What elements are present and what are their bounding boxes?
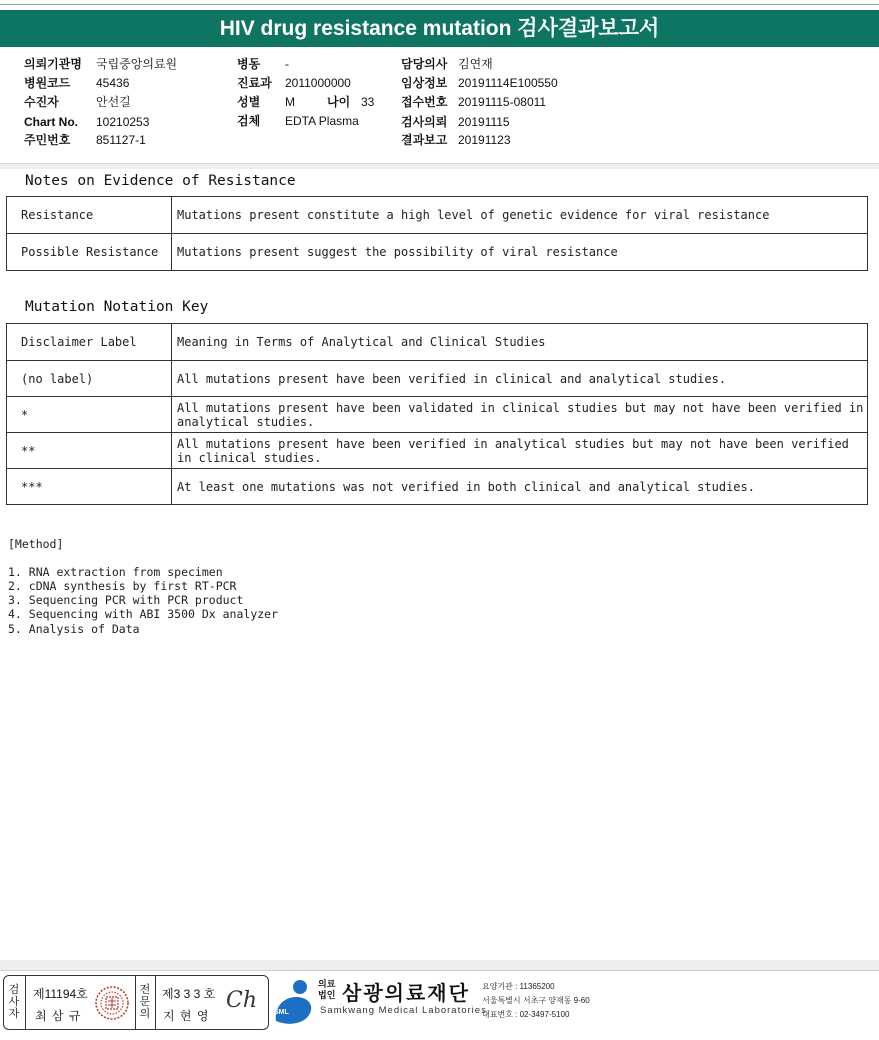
info-label: 검체	[237, 114, 261, 128]
top-rule	[0, 4, 879, 5]
examiner-label-char: 검	[8, 984, 20, 996]
notation-label: (no label)	[7, 361, 172, 397]
divider	[135, 976, 136, 1029]
info-resident-no	[24, 133, 146, 147]
specialist-label-char: 의	[139, 1008, 151, 1020]
info-value: 20191114E100550	[458, 76, 558, 90]
examiner-name: 최 삼 규	[35, 1009, 82, 1023]
evidence-text: Mutations present suggest the possibility of viral resistance	[172, 234, 868, 271]
info-sex	[237, 95, 374, 109]
info-value: 20191115	[458, 115, 510, 129]
info-label: 결과보고	[401, 133, 448, 147]
table-row	[7, 324, 868, 361]
examiner-label-char: 자	[8, 1008, 20, 1020]
notation-text: All mutations present have been verified in analytical studies but may not have been verified in clinical studies.	[172, 433, 868, 469]
info-report-date	[401, 133, 511, 147]
info-label: 수진자	[24, 95, 59, 109]
info-value: 851127-1	[96, 133, 146, 147]
signature-box	[3, 975, 269, 1030]
logo-text: SML	[274, 1009, 289, 1016]
info-patient-name	[24, 95, 131, 109]
info-value: M	[285, 95, 295, 109]
specialist-label	[138, 984, 152, 1020]
table-row	[7, 433, 868, 469]
specialist-license: 제3 3 3 호	[162, 987, 216, 1001]
report-title: HIV drug resistance mutation 검사결과보고서	[0, 10, 879, 47]
divider-band	[0, 164, 879, 169]
signature-mark: Ch	[226, 988, 258, 1013]
notation-text: Meaning in Terms of Analytical and Clinical Studies	[172, 324, 868, 361]
info-value: 김연재	[458, 57, 493, 71]
table-row	[7, 197, 868, 234]
notation-text: At least one mutations was not verified in both clinical and analytical studies.	[172, 469, 868, 505]
info-value: 2011000000	[285, 76, 351, 90]
table-row	[7, 469, 868, 505]
info-institution	[24, 57, 177, 71]
info-receipt-no	[401, 95, 546, 109]
evidence-table	[6, 196, 868, 271]
info-value: 20191123	[458, 133, 511, 147]
specialist-name: 지 현 영	[163, 1009, 210, 1023]
divider	[25, 976, 26, 1029]
info-clinical	[401, 76, 558, 90]
info-value: -	[285, 57, 289, 71]
notation-label: **	[7, 433, 172, 469]
info-label: Chart No.	[24, 115, 78, 129]
notation-label: ***	[7, 469, 172, 505]
info-request-date	[401, 115, 510, 129]
specialist-label-char: 전	[139, 984, 151, 996]
info-doctor	[401, 57, 493, 71]
notation-label: *	[7, 397, 172, 433]
footer-rule	[0, 970, 879, 971]
info-specimen	[237, 114, 359, 128]
notation-section-title: Mutation Notation Key	[25, 299, 209, 315]
table-row	[7, 234, 868, 271]
info-label: 진료과	[237, 76, 272, 90]
method-step: 1. RNA extraction from specimen	[8, 565, 223, 579]
method-step: 5. Analysis of Data	[8, 622, 140, 636]
method-step: 4. Sequencing with ABI 3500 Dx analyzer	[8, 607, 279, 621]
seal-stamp-icon	[93, 984, 131, 1022]
footer-band	[0, 960, 879, 970]
org-type: 법인	[318, 990, 336, 1000]
info-label: 나이	[327, 95, 351, 109]
examiner-license: 제11194호	[33, 987, 88, 1001]
specialist-label-char: 문	[139, 996, 151, 1008]
evidence-label: Resistance	[7, 197, 172, 234]
info-label: 주민번호	[24, 133, 71, 147]
notation-table	[6, 323, 868, 505]
org-phone: 대표번호 : 02-3497-5100	[482, 1010, 570, 1019]
table-row	[7, 397, 868, 433]
info-ward	[237, 57, 289, 71]
info-hospital-code	[24, 76, 129, 90]
org-type: 의료	[318, 979, 336, 989]
notation-label: Disclaimer Label	[7, 324, 172, 361]
method-step: 2. cDNA synthesis by first RT-PCR	[8, 579, 237, 593]
info-label: 의뢰기관명	[24, 57, 82, 71]
org-logo-block	[270, 975, 600, 1030]
info-value: 45436	[96, 76, 130, 90]
sml-logo-icon	[270, 977, 316, 1027]
examiner-label-char: 사	[8, 996, 20, 1008]
notation-text: All mutations present have been validated in clinical studies but may not have been verified in analytical studies.	[172, 397, 868, 433]
method-title: [Method]	[8, 537, 64, 551]
info-value: 10210253	[96, 115, 150, 129]
evidence-section-title: Notes on Evidence of Resistance	[25, 173, 296, 189]
examiner-label	[7, 984, 21, 1020]
info-label: 접수번호	[401, 95, 448, 109]
info-value: EDTA Plasma	[285, 114, 359, 128]
info-label: 성별	[237, 95, 261, 109]
patient-info-panel	[0, 48, 879, 164]
info-label: 담당의사	[401, 57, 448, 71]
divider	[155, 976, 156, 1029]
evidence-label: Possible Resistance	[7, 234, 172, 271]
info-value: 20191115-08011	[458, 95, 547, 109]
info-department	[237, 76, 351, 90]
org-address: 서울특별시 서초구 양재동 9-60	[482, 996, 590, 1005]
info-value: 안선길	[96, 95, 131, 109]
org-name-ko: 삼광의료재단	[342, 983, 470, 1005]
info-chart-no	[24, 115, 149, 129]
org-name-en: Samkwang Medical Laboratories	[320, 1005, 487, 1016]
info-value: 국립중앙의료원	[96, 57, 178, 71]
org-code: 요양기관 : 11365200	[482, 982, 555, 991]
evidence-text: Mutations present constitute a high level of genetic evidence for viral resistance	[172, 197, 868, 234]
method-step: 3. Sequencing PCR with PCR product	[8, 593, 244, 607]
info-label: 병동	[237, 57, 261, 71]
info-label: 검사의뢰	[401, 115, 448, 129]
info-label: 병원코드	[24, 76, 71, 90]
notation-text: All mutations present have been verified in clinical and analytical studies.	[172, 361, 868, 397]
table-row	[7, 361, 868, 397]
info-value: 33	[361, 95, 375, 109]
info-label: 임상정보	[401, 76, 448, 90]
